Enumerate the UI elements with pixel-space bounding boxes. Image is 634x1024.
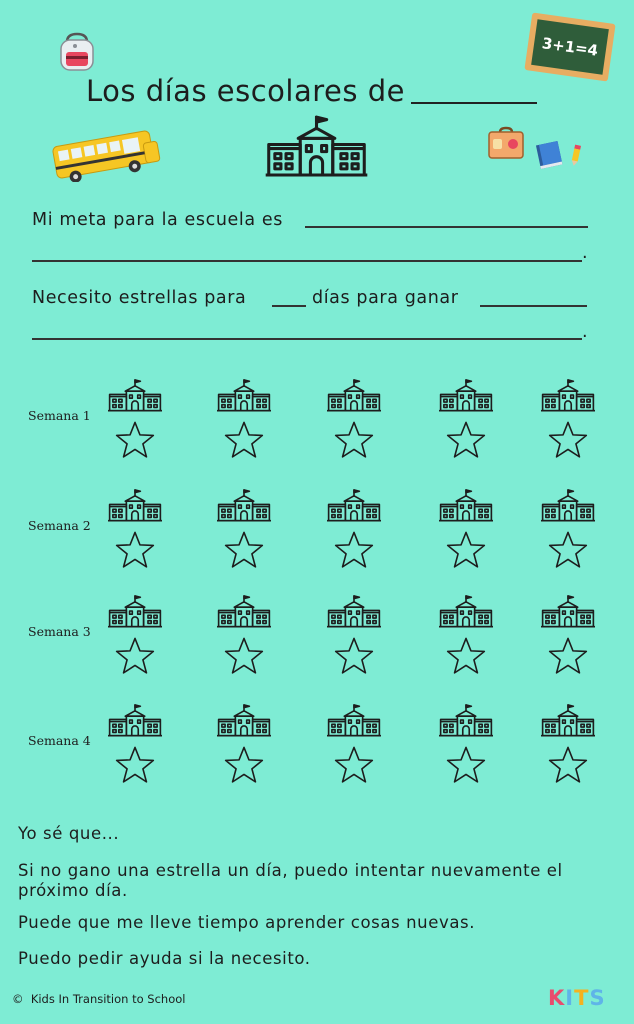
week-label-4: Semana 4 bbox=[28, 733, 91, 748]
notes-heading: Yo sé que... bbox=[18, 824, 120, 843]
school-building-icon bbox=[217, 703, 271, 737]
school-building-icon bbox=[327, 378, 381, 412]
goal-prompt: Mi meta para la escuela es bbox=[32, 210, 283, 230]
school-building-icon bbox=[439, 594, 493, 628]
goal-blank-line[interactable] bbox=[305, 226, 588, 228]
school-building-icon bbox=[439, 488, 493, 522]
school-building-icon bbox=[217, 488, 271, 522]
school-building-icon bbox=[327, 488, 381, 522]
school-building-icon bbox=[541, 378, 595, 412]
reward-blank-line-2[interactable] bbox=[32, 338, 582, 340]
school-building-icon bbox=[327, 594, 381, 628]
star-icon[interactable] bbox=[332, 530, 376, 570]
copyright-footer bbox=[12, 992, 185, 1006]
days-count-blank[interactable] bbox=[272, 305, 306, 307]
star-icon[interactable] bbox=[444, 745, 488, 785]
name-blank-line[interactable] bbox=[411, 102, 537, 104]
backpack-icon bbox=[55, 32, 99, 72]
star-icon[interactable] bbox=[332, 636, 376, 676]
star-icon[interactable] bbox=[222, 530, 266, 570]
kits-logo: KITS bbox=[548, 986, 606, 1010]
school-building-icon bbox=[439, 703, 493, 737]
school-building-icon bbox=[541, 703, 595, 737]
star-icon[interactable] bbox=[444, 420, 488, 460]
copyright-icon: © bbox=[12, 992, 24, 1006]
goal-blank-line-2[interactable] bbox=[32, 260, 582, 262]
school-building-icon bbox=[439, 378, 493, 412]
school-building-icon bbox=[541, 594, 595, 628]
school-building-icon bbox=[265, 114, 368, 177]
school-building-icon bbox=[327, 703, 381, 737]
page-title: Los días escolares de bbox=[86, 74, 405, 108]
star-icon[interactable] bbox=[222, 745, 266, 785]
note-1: Si no gano una estrella un día, puedo intentar nuevamente el próximo día. bbox=[18, 861, 563, 900]
star-icon[interactable] bbox=[113, 636, 157, 676]
week-label-1: Semana 1 bbox=[28, 408, 91, 423]
star-icon[interactable] bbox=[546, 745, 590, 785]
note-3: Puedo pedir ayuda si la necesito. bbox=[18, 949, 311, 968]
school-building-icon bbox=[541, 488, 595, 522]
star-icon[interactable] bbox=[444, 530, 488, 570]
school-building-icon bbox=[108, 594, 162, 628]
school-building-icon bbox=[217, 378, 271, 412]
star-icon[interactable] bbox=[222, 420, 266, 460]
week-label-3: Semana 3 bbox=[28, 624, 91, 639]
lunchbox-icon bbox=[487, 126, 525, 160]
week-label-2: Semana 2 bbox=[28, 518, 91, 533]
school-building-icon bbox=[217, 594, 271, 628]
book-icon bbox=[533, 138, 565, 170]
star-icon[interactable] bbox=[546, 420, 590, 460]
need-stars-text-b: días para ganar bbox=[312, 288, 459, 308]
pencil-icon bbox=[568, 143, 584, 167]
star-icon[interactable] bbox=[113, 745, 157, 785]
star-icon[interactable] bbox=[546, 636, 590, 676]
star-icon[interactable] bbox=[113, 420, 157, 460]
chalkboard-text: 3+1=4 bbox=[531, 19, 609, 75]
school-building-icon bbox=[108, 703, 162, 737]
need-stars-text-a: Necesito estrellas para bbox=[32, 288, 247, 308]
reward-blank-line[interactable] bbox=[480, 305, 587, 307]
star-icon[interactable] bbox=[113, 530, 157, 570]
star-icon[interactable] bbox=[546, 530, 590, 570]
school-building-icon bbox=[108, 378, 162, 412]
star-icon[interactable] bbox=[332, 420, 376, 460]
school-bus-icon bbox=[50, 124, 162, 182]
chalkboard-icon bbox=[524, 12, 615, 81]
copyright-text: Kids In Transition to School bbox=[30, 992, 186, 1006]
star-icon[interactable] bbox=[332, 745, 376, 785]
note-2: Puede que me lleve tiempo aprender cosas nuevas. bbox=[18, 913, 476, 932]
star-icon[interactable] bbox=[222, 636, 266, 676]
school-building-icon bbox=[108, 488, 162, 522]
star-icon[interactable] bbox=[444, 636, 488, 676]
